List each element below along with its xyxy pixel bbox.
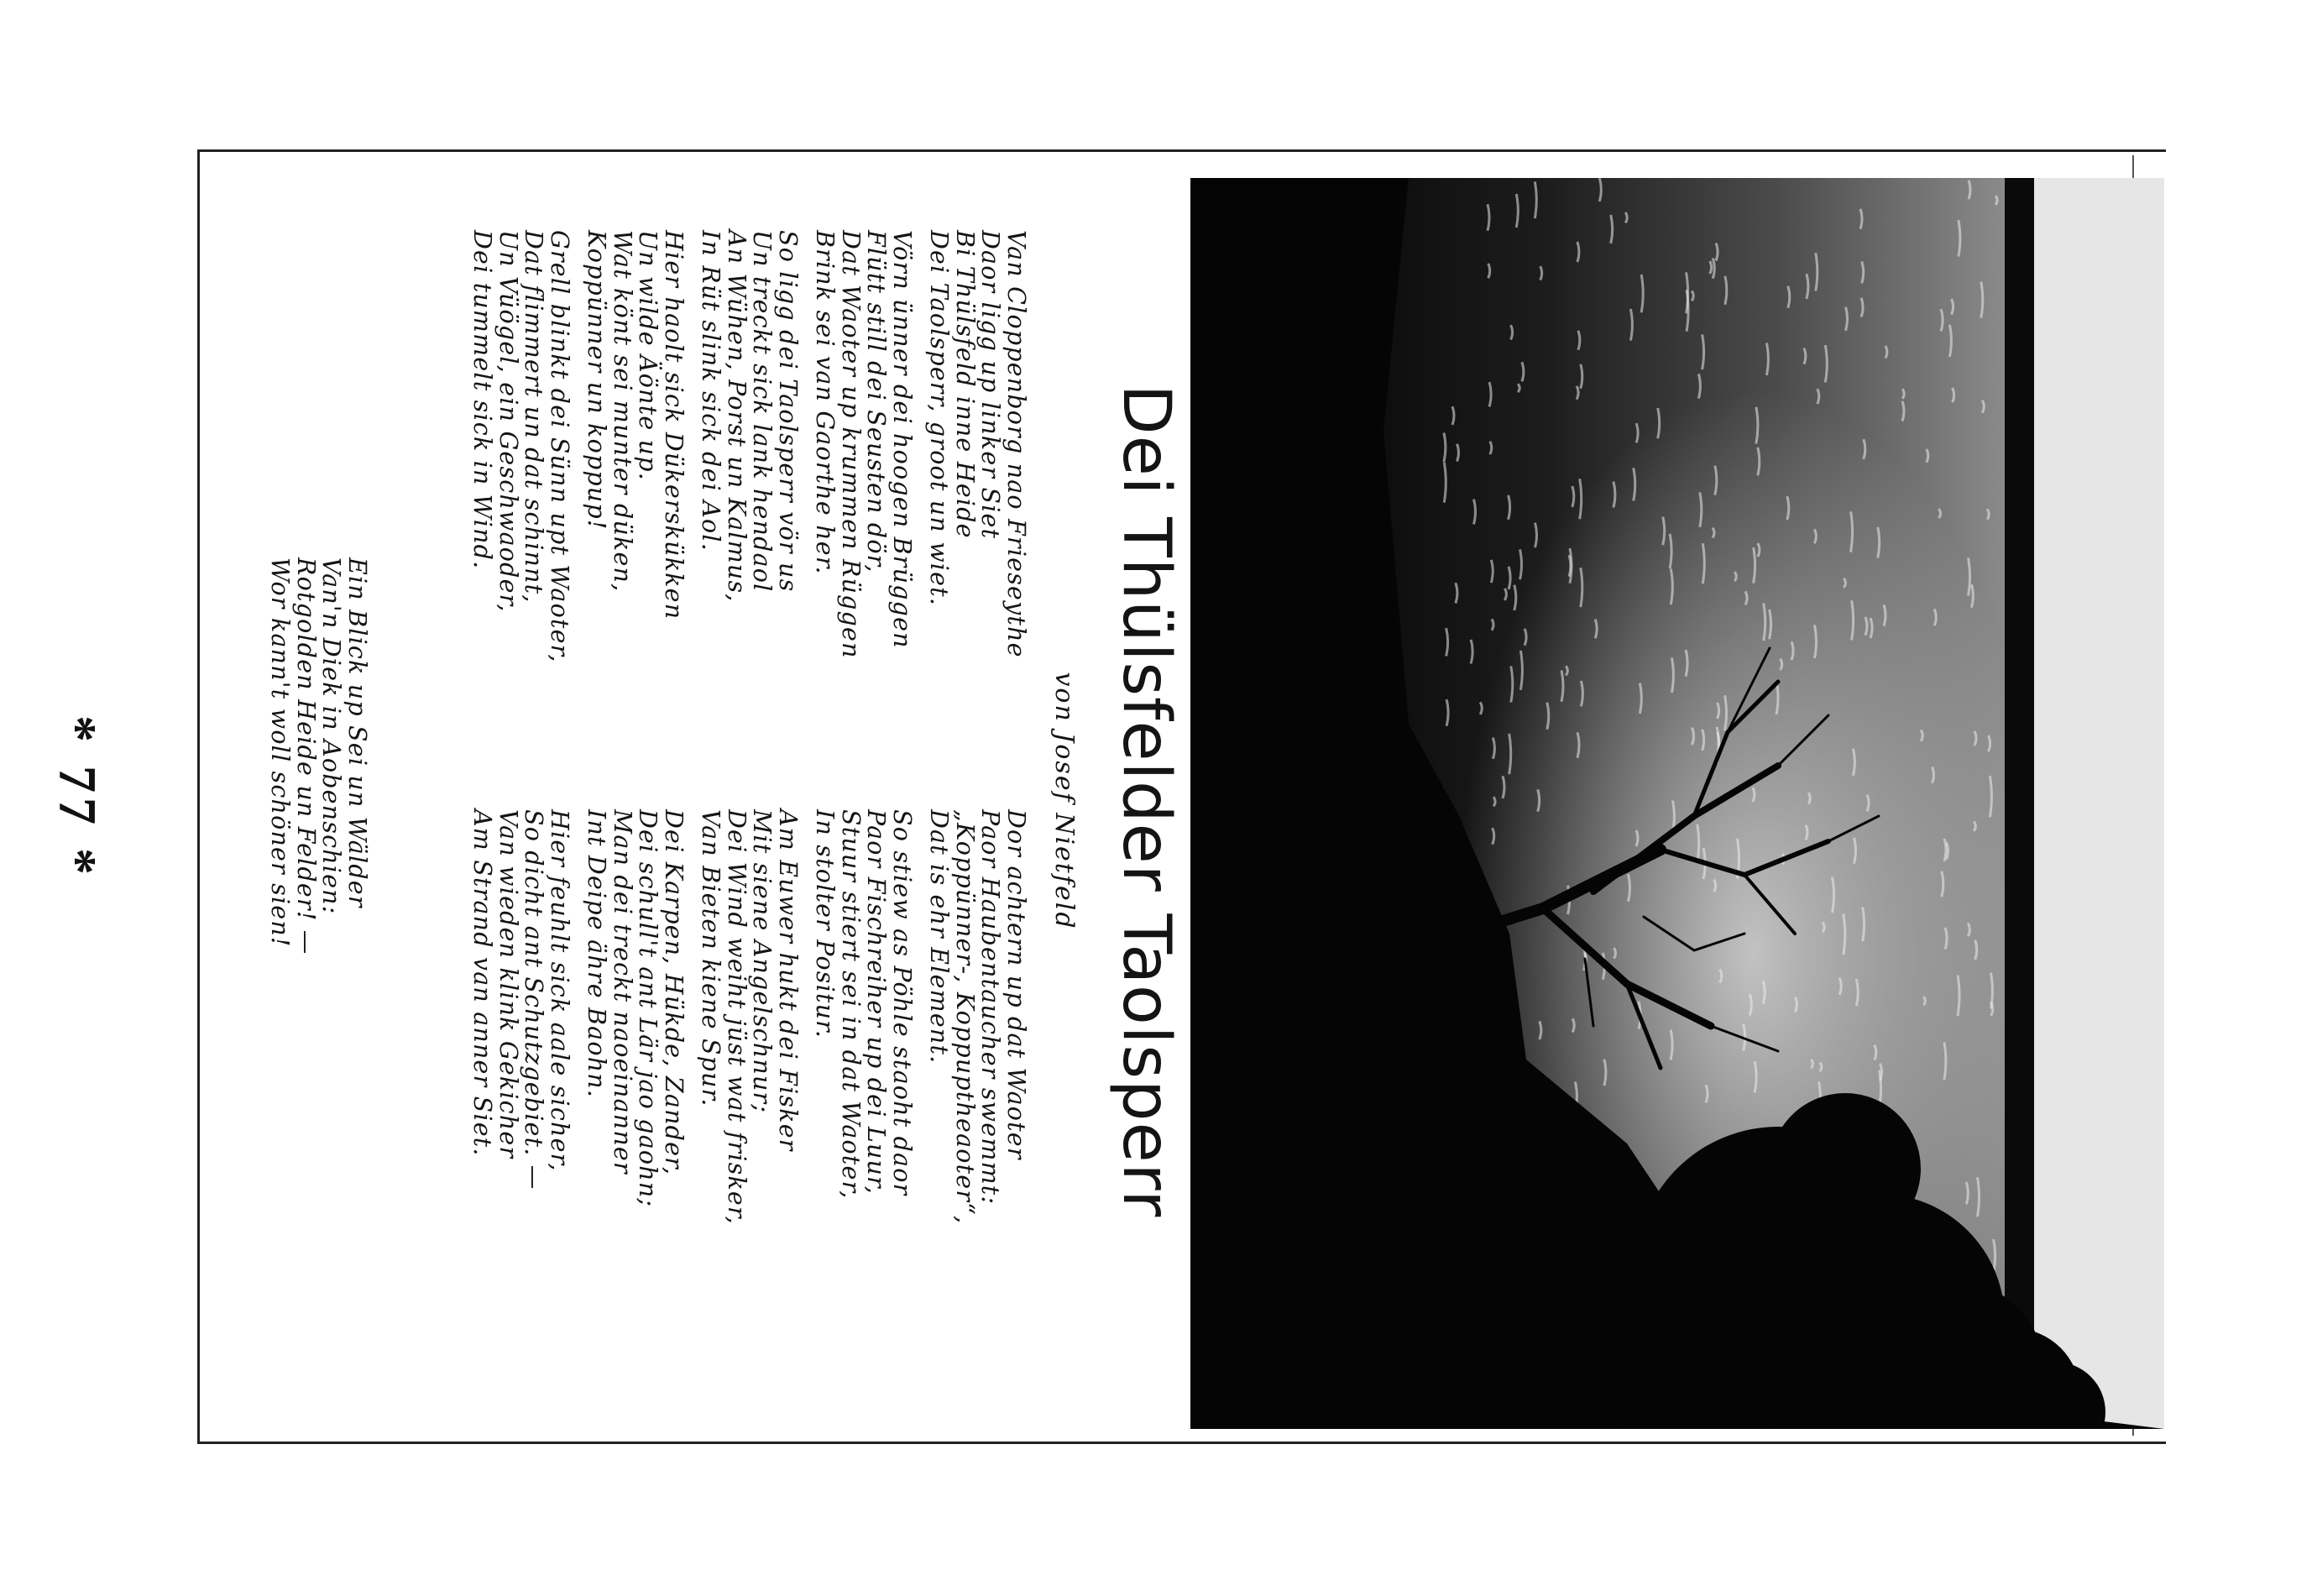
poem-line: Vörn ünner dei hoogen Brüggen [888,230,916,649]
article [201,171,1192,1431]
poem-line: An Wühen, Porst un Kalmus, [723,230,751,603]
poem-column-left [458,230,1028,818]
stanza [469,809,572,1397]
poem-line: So stiew as Pöhle staoht daor [888,809,916,1196]
poem-line: Dor achtern up dat Waoter [1002,809,1030,1160]
poem-line: Dat is ehr Element. [925,809,954,1065]
stanza [812,809,914,1397]
poem-line: Dat flimmert un dat schinnt, [520,230,548,604]
poem-line: Dei tummelt sick in Wind. [468,230,497,570]
poem-line: In stolter Positur. [811,809,839,1039]
poem-line: Paor Haubentaucher swemmt: [976,809,1005,1206]
poem-column-right [458,809,1028,1397]
poem-line: So ligg dei Taolsperr vör us [774,230,802,593]
poem-line: Van wieden klink Gekicher [494,809,522,1159]
frame-rule-left [197,149,200,1442]
stanza [583,809,686,1397]
poem-line: Ein Blick up Sei un Wälder [343,557,371,908]
poem-line: Man dei treckt naoeinanner [609,809,636,1175]
poem-line: Un treckt sick lank hendaol [748,230,777,593]
poem-line: Wat könt sei munter düken, [609,230,636,593]
poem-line: Int Deipe ähre Baohn. [583,809,611,1099]
poem-line: So dicht ant Schutzgebiet. — [520,809,548,1190]
stanza [812,230,914,818]
poem-line: Hier feuhlt sick aale sicher, [546,809,573,1172]
stanza [926,809,1028,1397]
poem-line: In Rüt slink sick dei Aol. [697,230,725,552]
poem-line: Dat Waoter up krummen Rüggen [837,230,865,659]
stanza [926,230,1028,818]
article-title: Dei Thülsfelder Taolsperr [1108,384,1184,1218]
poem-line: Un wilde Äönte up. [634,230,662,481]
poem-final-stanza [267,557,369,1145]
poem-line: Van Bieten kiene Spur. [697,809,725,1107]
poem-line: Grell blinkt dei Sünn upt Waoter, [546,230,573,663]
stanza [583,230,686,818]
poem-line: Koppünner un koppup! [583,230,611,531]
poem-line: Paor Fischreiher up dei Luur, [862,809,891,1196]
poem-line: Daor ligg up linker Siet [976,230,1005,540]
stanza [698,809,800,1397]
poem-line: „Koppünner-, Koppuptheaoter“, [951,809,979,1225]
frame-rule-top [197,149,2166,152]
lake-photograph [1190,178,2164,1429]
poem-line: Am Strand van anner Siet. [468,809,497,1157]
poem-line: Dei Taolsperr, groot un wiet. [925,230,954,607]
poem-line: Am Euwer hukt dei Fisker [774,809,802,1152]
poem-line: Rotgolden Heide un Felder! — [292,557,320,955]
poem-line: Stuur stiert sei in dat Waoter, [837,809,865,1200]
stanza [469,230,572,818]
poem-line: Flütt still dei Seusten dör, [862,230,891,573]
stanza [698,230,800,818]
poem-line: Van'n Diek in Aobenschien: [317,557,346,915]
poem-line: Dei Karpen, Hükde, Zander, [660,809,688,1176]
poem-line: Mit siene Angelschnur; [748,809,777,1114]
poem-line: Dei Wind weiht jüst wat frisker, [723,809,751,1225]
lake-photo-svg [1190,178,2164,1429]
poem-line: Wor kann't woll schöner sien! [266,557,295,948]
poem-line: Un Vüögel, ein Geschwaoder, [494,230,522,613]
page-number: * 77 * [48,715,107,880]
poem-line: Hier haolt sick Dükerskükken [660,230,688,620]
article-author: von Josef Nietfeld [1049,672,1079,930]
frame-rule-bottom [197,1442,2166,1444]
poem-line: Brink sei van Gaorthe her. [811,230,839,575]
poem-line: Dei schull't ant Lär jao gaohn; [634,809,662,1208]
poem-line: Van Cloppenborg nao Frieseythe [1002,230,1030,658]
poem-line: Bi Thülsfeld inne Heide [951,230,979,539]
